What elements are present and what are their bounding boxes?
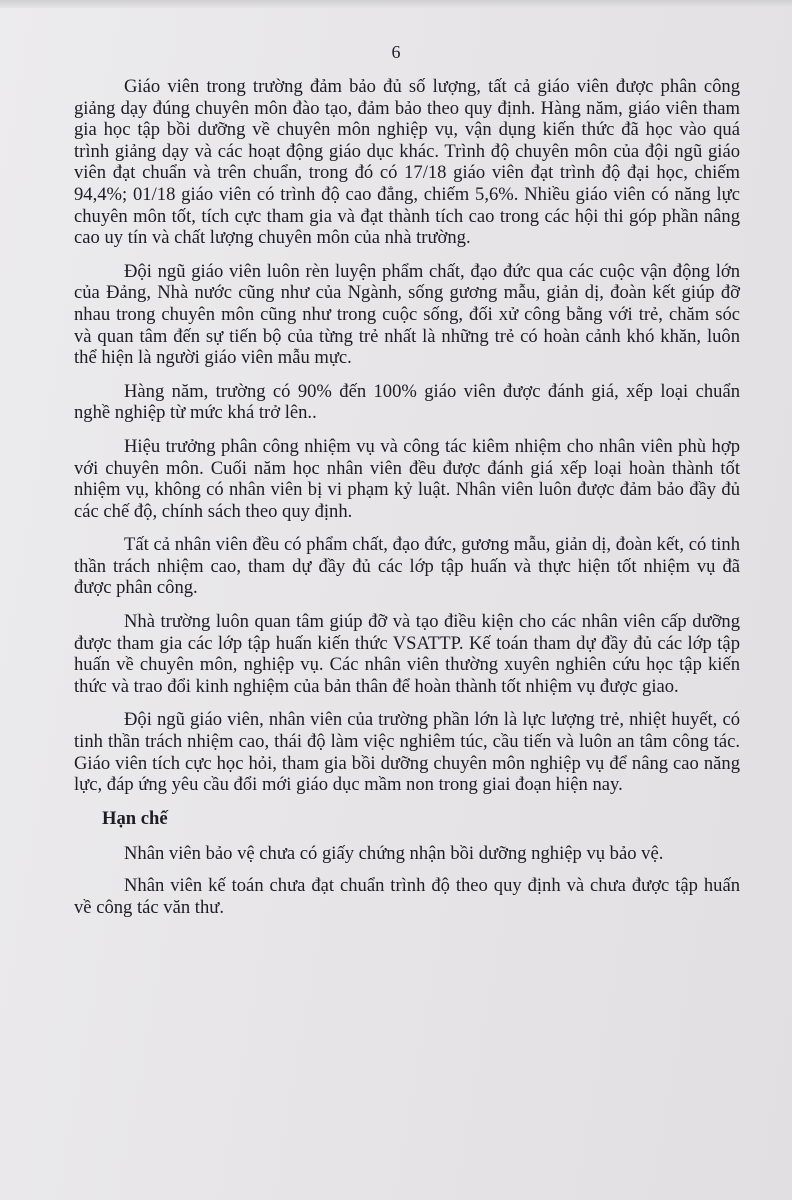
paragraph-teacher-evaluation: Hàng năm, trường có 90% đến 100% giáo viên được đánh giá, xếp loại chuẩn nghề nghiệp từ mức khá trở lên..	[74, 380, 740, 424]
paragraph-teacher-staffing: Giáo viên trong trường đảm bảo đủ số lượng, tất cả giáo viên được phân công giảng dạy đúng chuyên môn đào tạo, đảm bảo theo quy định. Hàng năm, giáo viên tham gia học tập bồi dưỡng về chuyên môn nghiệp vụ, vận dụng kiến thức đã học vào quá trình giảng dạy và các hoạt động giáo dục khác. Trình độ chuyên môn của đội ngũ giáo viên đạt chuẩn và trên chuẩn, trong đó có 17/18 giáo viên đạt trình độ đại học, chiếm 94,4%; 01/18 giáo viên có trình độ cao đẳng, chiếm 5,6%. Nhiều giáo viên có năng lực chuyên môn tốt, tích cực tham gia và đạt thành tích cao trong các hội thi góp phần nâng cao uy tín và chất lượng chuyên môn của nhà trường.	[74, 76, 740, 249]
limitation-item: Nhân viên bảo vệ chưa có giấy chứng nhận bồi dưỡng nghiệp vụ bảo vệ.	[124, 843, 664, 865]
document-body	[74, 76, 740, 930]
page-number: 6	[391, 42, 401, 62]
limitation-item: Nhân viên kế toán chưa đạt chuẩn trình độ theo quy định và chưa được tập huấn về công tác văn thư.	[74, 875, 740, 918]
limitations-heading: Hạn chế	[102, 807, 168, 829]
page-top-edge	[0, 0, 792, 8]
paragraph-staff-ethics: Tất cả nhân viên đều có phẩm chất, đạo đức, gương mẫu, giản dị, đoàn kết, có tinh thần trách nhiệm cao, tham dự đầy đủ các lớp tập huấn và thực hiện tốt nhiệm vụ đã được phân công.	[74, 534, 740, 599]
paragraph-staff-training: Nhà trường luôn quan tâm giúp đỡ và tạo điều kiện cho các nhân viên cấp dưỡng được tham gia các lớp tập huấn kiến thức VSATTP. Kế toán tham dự đầy đủ các lớp tập huấn về chuyên môn, nghiệp vụ. Các nhân viên thường xuyên nghiên cứu học tập kiến thức và trao đổi kinh nghiệm của bản thân để hoàn thành tốt nhiệm vụ được giao.	[74, 611, 740, 697]
paragraph-staff-assignment: Hiệu trưởng phân công nhiệm vụ và công tác kiêm nhiệm cho nhân viên phù hợp với chuyên môn. Cuối năm học nhân viên đều được đánh giá xếp loại hoàn thành tốt nhiệm vụ, không có nhân viên bị vi phạm kỷ luật. Nhân viên luôn được đảm bảo đầy đủ các chế độ, chính sách theo quy định.	[74, 435, 740, 522]
paragraph-teacher-ethics: Đội ngũ giáo viên luôn rèn luyện phẩm chất, đạo đức qua các cuộc vận động lớn của Đảng, Nhà nước cũng như của Ngành, sống gương mẫu, giản dị, đoàn kết giúp đỡ nhau trong chuyên môn cũng như trong cuộc sống, đối xử công bằng với trẻ, chăm sóc và quan tâm đến sự tiến bộ của từng trẻ nhất là những trẻ có hoàn cảnh khó khăn, luôn thể hiện là người giáo viên mẫu mực.	[74, 260, 740, 369]
paragraph-workforce-summary: Đội ngũ giáo viên, nhân viên của trường phần lớn là lực lượng trẻ, nhiệt huyết, có tinh thần trách nhiệm cao, thái độ làm việc nghiêm túc, cầu tiến và luôn an tâm công tác. Giáo viên tích cực học hỏi, tham gia bồi dưỡng chuyên môn nghiệp vụ để nâng cao năng lực, đáp ứng yêu cầu đổi mới giáo dục mầm non trong giai đoạn hiện nay.	[74, 709, 740, 796]
